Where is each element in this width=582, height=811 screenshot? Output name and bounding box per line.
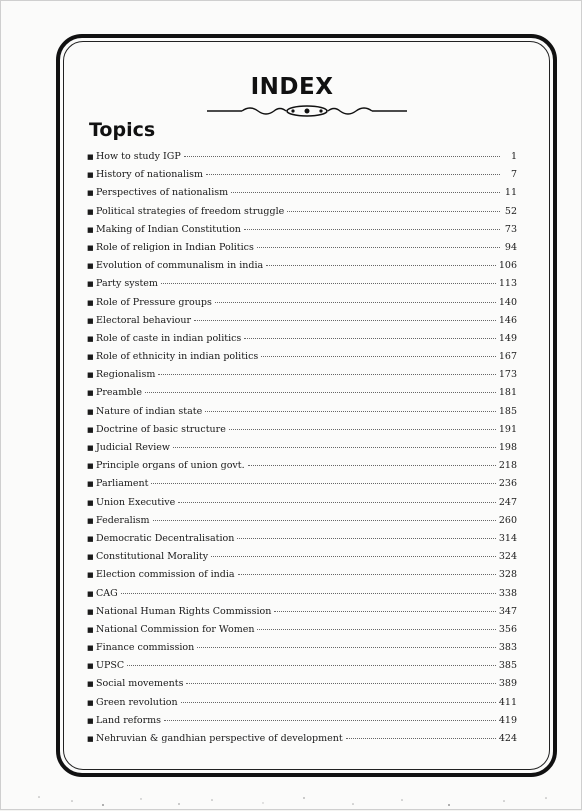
dot-leader	[197, 647, 496, 648]
toc-entry	[87, 551, 517, 569]
toc-topic: Principle organs of union govt.	[96, 460, 245, 472]
toc-topic: Role of religion in Indian Politics	[96, 241, 254, 253]
dot-leader	[158, 374, 496, 375]
toc-entry	[87, 478, 517, 496]
bullet-icon: ■	[87, 462, 94, 471]
toc-topic: Parliament	[96, 478, 149, 490]
toc-page-number: 173	[498, 369, 517, 381]
dot-leader	[244, 338, 496, 339]
bullet-icon: ■	[87, 298, 94, 307]
toc-entry	[87, 297, 517, 315]
dot-leader	[287, 211, 500, 212]
bullet-icon: ■	[87, 189, 94, 198]
toc-entry	[87, 678, 517, 696]
bullet-icon: ■	[87, 607, 94, 616]
toc-entry	[87, 442, 517, 460]
toc-topic: Judicial Review	[96, 442, 171, 453]
toc-topic: Evolution of communalism in india	[96, 260, 264, 272]
toc-topic: Perspectives of nationalism	[96, 187, 229, 199]
toc-topic: Democratic Decentralisation	[96, 532, 235, 544]
toc-topic: Constitutional Morality	[96, 551, 209, 563]
toc-page-number: 324	[498, 551, 517, 563]
bullet-icon: ■	[87, 353, 94, 362]
toc-topic: Preamble	[96, 387, 142, 399]
dot-leader	[257, 629, 495, 630]
toc-page-number: 260	[498, 514, 517, 526]
toc-topic: National Human Rights Commission	[96, 605, 272, 617]
toc-entry	[87, 424, 517, 442]
toc-entry	[87, 588, 517, 606]
dot-leader	[164, 720, 496, 721]
toc-entry	[87, 715, 517, 733]
toc-topic: Electoral behaviour	[96, 314, 191, 326]
toc-page-number: 94	[504, 241, 517, 253]
bullet-icon: ■	[87, 644, 94, 653]
bullet-icon: ■	[87, 735, 94, 743]
dot-leader	[206, 174, 500, 175]
toc-topic: Political strategies of freedom struggle	[96, 205, 285, 217]
toc-entry	[87, 351, 517, 369]
toc-page-number: 11	[504, 187, 517, 199]
toc-entry	[87, 260, 517, 278]
section-heading: Topics	[89, 119, 156, 141]
toc-entry	[87, 624, 517, 642]
toc-topic: History of nationalism	[96, 169, 204, 181]
dot-leader	[181, 702, 496, 703]
toc-entry	[87, 642, 517, 660]
bullet-icon: ■	[87, 316, 94, 325]
toc-page-number: 113	[498, 278, 517, 290]
toc-topic: Union Executive	[96, 496, 176, 508]
bullet-icon: ■	[87, 553, 94, 562]
toc-entry	[87, 206, 517, 224]
toc-page-number: 236	[498, 478, 517, 490]
toc-entry	[87, 697, 517, 715]
toc-entry	[87, 278, 517, 296]
toc-page-number: 146	[498, 314, 517, 326]
bullet-icon: ■	[87, 589, 94, 598]
bullet-icon: ■	[87, 225, 94, 234]
toc-entry	[87, 497, 517, 515]
bullet-icon: ■	[87, 698, 94, 707]
dot-leader	[248, 465, 496, 466]
dot-leader	[153, 520, 496, 521]
dot-leader	[151, 483, 495, 484]
dot-leader	[173, 447, 496, 448]
toc-entry	[87, 169, 517, 187]
toc-entry	[87, 187, 517, 205]
toc-entry	[87, 242, 517, 260]
toc-entry	[87, 606, 517, 624]
bullet-icon: ■	[87, 498, 94, 507]
toc-entry	[87, 387, 517, 405]
toc-page-number: 419	[498, 714, 517, 726]
toc-page-number: 411	[498, 696, 517, 708]
toc-topic: Green revolution	[96, 696, 178, 708]
dot-leader	[238, 574, 496, 575]
dot-leader	[274, 611, 495, 612]
toc-page-number: 181	[498, 387, 517, 399]
toc-topic: Federalism	[96, 514, 150, 526]
dot-leader	[121, 593, 496, 594]
bullet-icon: ■	[87, 407, 94, 416]
dot-leader	[346, 738, 496, 739]
dot-leader	[215, 302, 496, 303]
bullet-icon: ■	[87, 571, 94, 580]
toc-page-number: 1	[510, 151, 517, 162]
bullet-icon: ■	[87, 262, 94, 271]
toc-entry	[87, 315, 517, 333]
toc-entry	[87, 660, 517, 678]
toc-topic: Nature of indian state	[96, 405, 203, 417]
toc-page-number: 106	[498, 260, 517, 272]
toc-page-number: 52	[504, 205, 517, 217]
toc-page-number: 73	[504, 223, 517, 235]
bullet-icon: ■	[87, 662, 94, 671]
bullet-icon: ■	[87, 444, 94, 452]
toc-page-number: 140	[498, 296, 517, 308]
dot-leader	[237, 538, 496, 539]
dot-leader	[127, 665, 496, 666]
bullet-icon: ■	[87, 389, 94, 398]
bullet-icon: ■	[87, 153, 94, 161]
bullet-icon: ■	[87, 680, 94, 689]
dot-leader	[261, 356, 496, 357]
toc-page-number: 167	[498, 351, 517, 363]
flourish-divider-icon	[207, 104, 407, 118]
toc-page-number: 247	[498, 496, 517, 508]
bullet-icon: ■	[87, 171, 94, 180]
toc-entry	[87, 224, 517, 242]
dot-leader	[194, 320, 496, 321]
toc-topic: National Commission for Women	[96, 623, 255, 635]
toc-page-number: 347	[498, 605, 517, 617]
dot-leader	[161, 283, 496, 284]
toc-page-number: 191	[498, 423, 517, 435]
toc-page-number: 424	[498, 733, 517, 744]
toc-topic: CAG	[96, 587, 118, 599]
toc-entry	[87, 151, 517, 169]
toc-topic: How to study IGP	[96, 151, 181, 162]
toc-topic: UPSC	[96, 660, 125, 672]
bullet-icon: ■	[87, 534, 94, 543]
toc-page-number: 389	[498, 678, 517, 690]
toc-page-number: 7	[510, 169, 517, 181]
toc-topic: Social movements	[96, 678, 184, 690]
bullet-icon: ■	[87, 334, 94, 343]
dot-leader	[244, 229, 500, 230]
toc-topic: Role of Pressure groups	[96, 296, 212, 308]
toc-page-number: 385	[498, 660, 517, 672]
toc-entry	[87, 460, 517, 478]
bullet-icon: ■	[87, 516, 94, 525]
dot-leader	[266, 265, 496, 266]
bullet-icon: ■	[87, 716, 94, 725]
dot-leader	[205, 411, 496, 412]
page-title: INDEX	[250, 74, 334, 100]
toc-page-number: 218	[498, 460, 517, 472]
toc-topic: Regionalism	[96, 369, 156, 381]
toc-page-number: 328	[498, 569, 517, 581]
toc-entry	[87, 569, 517, 587]
bullet-icon: ■	[87, 207, 94, 216]
bullet-icon: ■	[87, 480, 94, 489]
dot-leader	[211, 556, 496, 557]
toc-entry	[87, 533, 517, 551]
bullet-icon: ■	[87, 371, 94, 380]
toc-page-number: 314	[498, 532, 517, 544]
toc-topic: Finance commission	[96, 642, 195, 654]
toc-topic: Doctrine of basic structure	[96, 423, 226, 435]
toc-topic: Land reforms	[96, 714, 162, 726]
dot-leader	[231, 192, 500, 193]
dot-leader	[257, 247, 500, 248]
toc-topic: Role of ethnicity in indian politics	[96, 351, 259, 363]
toc-entry	[87, 515, 517, 533]
dot-leader	[178, 502, 496, 503]
dot-leader	[229, 429, 496, 430]
toc-entry	[87, 406, 517, 424]
dot-leader	[186, 683, 495, 684]
bullet-icon: ■	[87, 425, 94, 434]
toc-page-number: 383	[498, 642, 517, 654]
toc-topic: Role of caste in indian politics	[96, 332, 242, 344]
toc-topic: Election commission of india	[96, 569, 235, 581]
toc-topic: Nehruvian & gandhian perspective of development	[96, 733, 343, 744]
bullet-icon: ■	[87, 280, 94, 289]
toc-page-number: 356	[498, 623, 517, 635]
toc-topic: Party system	[96, 278, 158, 290]
dot-leader	[184, 156, 500, 157]
toc-page-number: 338	[498, 587, 517, 599]
toc-entry	[87, 333, 517, 351]
scan-noise	[1, 791, 582, 811]
toc-page-number: 149	[498, 332, 517, 344]
dot-leader	[145, 392, 496, 393]
toc-page-number: 198	[498, 442, 517, 453]
toc-entry	[87, 369, 517, 387]
table-of-contents	[87, 151, 517, 751]
toc-entry	[87, 733, 517, 751]
toc-topic: Making of Indian Constitution	[96, 223, 241, 235]
toc-page-number: 185	[498, 405, 517, 417]
bullet-icon: ■	[87, 243, 94, 252]
bullet-icon: ■	[87, 625, 94, 634]
